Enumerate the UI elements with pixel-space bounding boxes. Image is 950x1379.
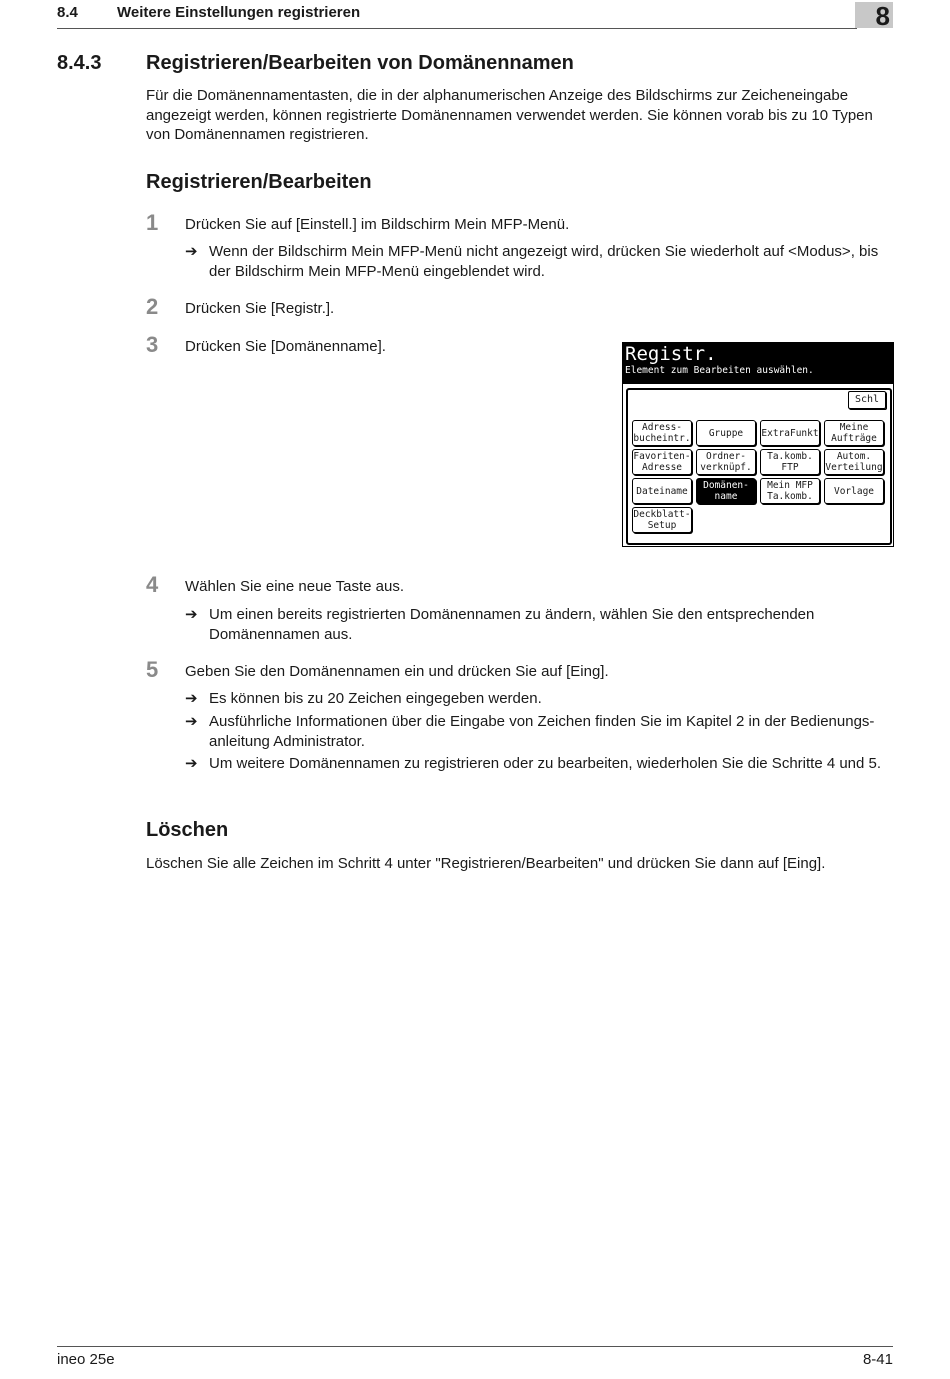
chapter-tab bbox=[855, 1, 893, 31]
step-number: 5 bbox=[146, 657, 159, 682]
header-section-number: 8.4 bbox=[57, 4, 78, 21]
step-note bbox=[185, 242, 895, 281]
step-number: 1 bbox=[146, 210, 159, 235]
section-title: Registrieren/Bearbeiten von Domänennamen bbox=[146, 52, 574, 74]
footer-page-number: 8-41 bbox=[862, 1351, 893, 1368]
step-text: Drücken Sie [Registr.]. bbox=[185, 300, 335, 317]
page-header bbox=[57, 0, 893, 30]
footer-product: ineo 25e bbox=[57, 1351, 115, 1368]
step-note bbox=[185, 754, 895, 774]
screen-title: Registr. bbox=[625, 343, 717, 365]
header-section-title: Weitere Einstellungen registrieren bbox=[117, 4, 361, 21]
register-heading: Registrieren/Bearbeiten bbox=[146, 171, 372, 193]
header-rule bbox=[57, 28, 857, 29]
extra-function-button[interactable]: ExtraFunkt bbox=[760, 420, 820, 446]
note-text: Wenn der Bildschirm Mein MFP-Menü nicht angezeigt wird, drücken Sie wiederholt auf <Modus>, bis der Bildschirm Mein MFP-Menü eingeblendet wird. bbox=[209, 243, 879, 280]
step-number: 3 bbox=[146, 332, 159, 357]
group-button[interactable]: Gruppe bbox=[696, 420, 756, 446]
chapter-number: 8 bbox=[875, 1, 890, 31]
screen-subtitle: Element zum Bearbeiten auswählen. bbox=[625, 365, 814, 376]
my-jobs-button[interactable]: Meine Aufträge bbox=[824, 420, 884, 446]
address-book-button[interactable]: Adress- bucheintr. bbox=[633, 422, 691, 444]
step-note bbox=[185, 605, 895, 644]
note-text: Ausführliche Informationen über die Eingabe von Zeichen finden Sie im Kapitel 2 in der Bedienungs-anleitung Administrator. bbox=[209, 713, 875, 750]
step-number: 2 bbox=[146, 294, 159, 319]
note-text: Um einen bereits registrierten Domänennamen zu ändern, wählen Sie den entsprechenden Domänennamen aus. bbox=[209, 606, 815, 643]
favorites-address-button[interactable]: Favoriten- Adresse bbox=[633, 451, 691, 473]
auto-distribution-button[interactable]: Autom. Verteilung bbox=[825, 451, 883, 473]
step-note bbox=[185, 689, 895, 709]
screen-header bbox=[623, 343, 893, 384]
device-screen bbox=[622, 342, 894, 547]
cover-setup-button[interactable]: Deckblatt- Setup bbox=[633, 509, 691, 531]
section-intro: Für die Domänennamentasten, die in der alphanumerischen Anzeige des Bildschirms zur Zeicheneingabe angezeigt werden, können registrierte Domänennamen verwendet werden. Sie können vorab bis zu 10 Typen von Domänennamen registrieren. bbox=[146, 87, 873, 143]
delete-heading: Löschen bbox=[146, 819, 229, 841]
arrow-right-icon: ➔ bbox=[185, 243, 198, 260]
close-button[interactable]: Schl bbox=[848, 391, 886, 409]
step-text: Drücken Sie [Domänenname]. bbox=[185, 338, 386, 355]
step-text: Wählen Sie eine neue Taste aus. bbox=[185, 578, 405, 595]
arrow-right-icon: ➔ bbox=[185, 606, 198, 623]
footer-rule bbox=[57, 1346, 893, 1347]
folder-link-button[interactable]: Ordner- verknüpf. bbox=[696, 449, 756, 475]
ftp-key-button[interactable]: Ta.komb. FTP bbox=[760, 449, 820, 475]
section-number: 8.4.3 bbox=[57, 52, 102, 74]
file-name-button[interactable]: Dateiname bbox=[632, 478, 692, 504]
arrow-right-icon: ➔ bbox=[185, 713, 198, 730]
arrow-right-icon: ➔ bbox=[185, 755, 198, 772]
step-number: 4 bbox=[146, 572, 159, 597]
note-text: Es können bis zu 20 Zeichen eingegeben werden. bbox=[209, 690, 542, 707]
arrow-right-icon: ➔ bbox=[185, 690, 198, 707]
step-note bbox=[185, 712, 895, 751]
step-text: Drücken Sie auf [Einstell.] im Bildschirm Mein MFP-Menü. bbox=[185, 216, 570, 233]
domain-name-button[interactable]: Domänen- name bbox=[696, 478, 756, 504]
my-mfp-key-button[interactable]: Mein MFP Ta.komb. bbox=[760, 478, 820, 504]
template-button[interactable]: Vorlage bbox=[824, 478, 884, 504]
screen-panel bbox=[626, 388, 892, 545]
note-text: Um weitere Domänennamen zu registrieren oder zu bearbeiten, wiederholen Sie die Schritte 4 und 5. bbox=[209, 755, 882, 772]
delete-text: Löschen Sie alle Zeichen im Schritt 4 unter "Registrieren/Bearbeiten" und drücken Sie dann auf [Eing]. bbox=[146, 855, 826, 872]
step-text: Geben Sie den Domänennamen ein und drücken Sie auf [Eing]. bbox=[185, 663, 609, 680]
